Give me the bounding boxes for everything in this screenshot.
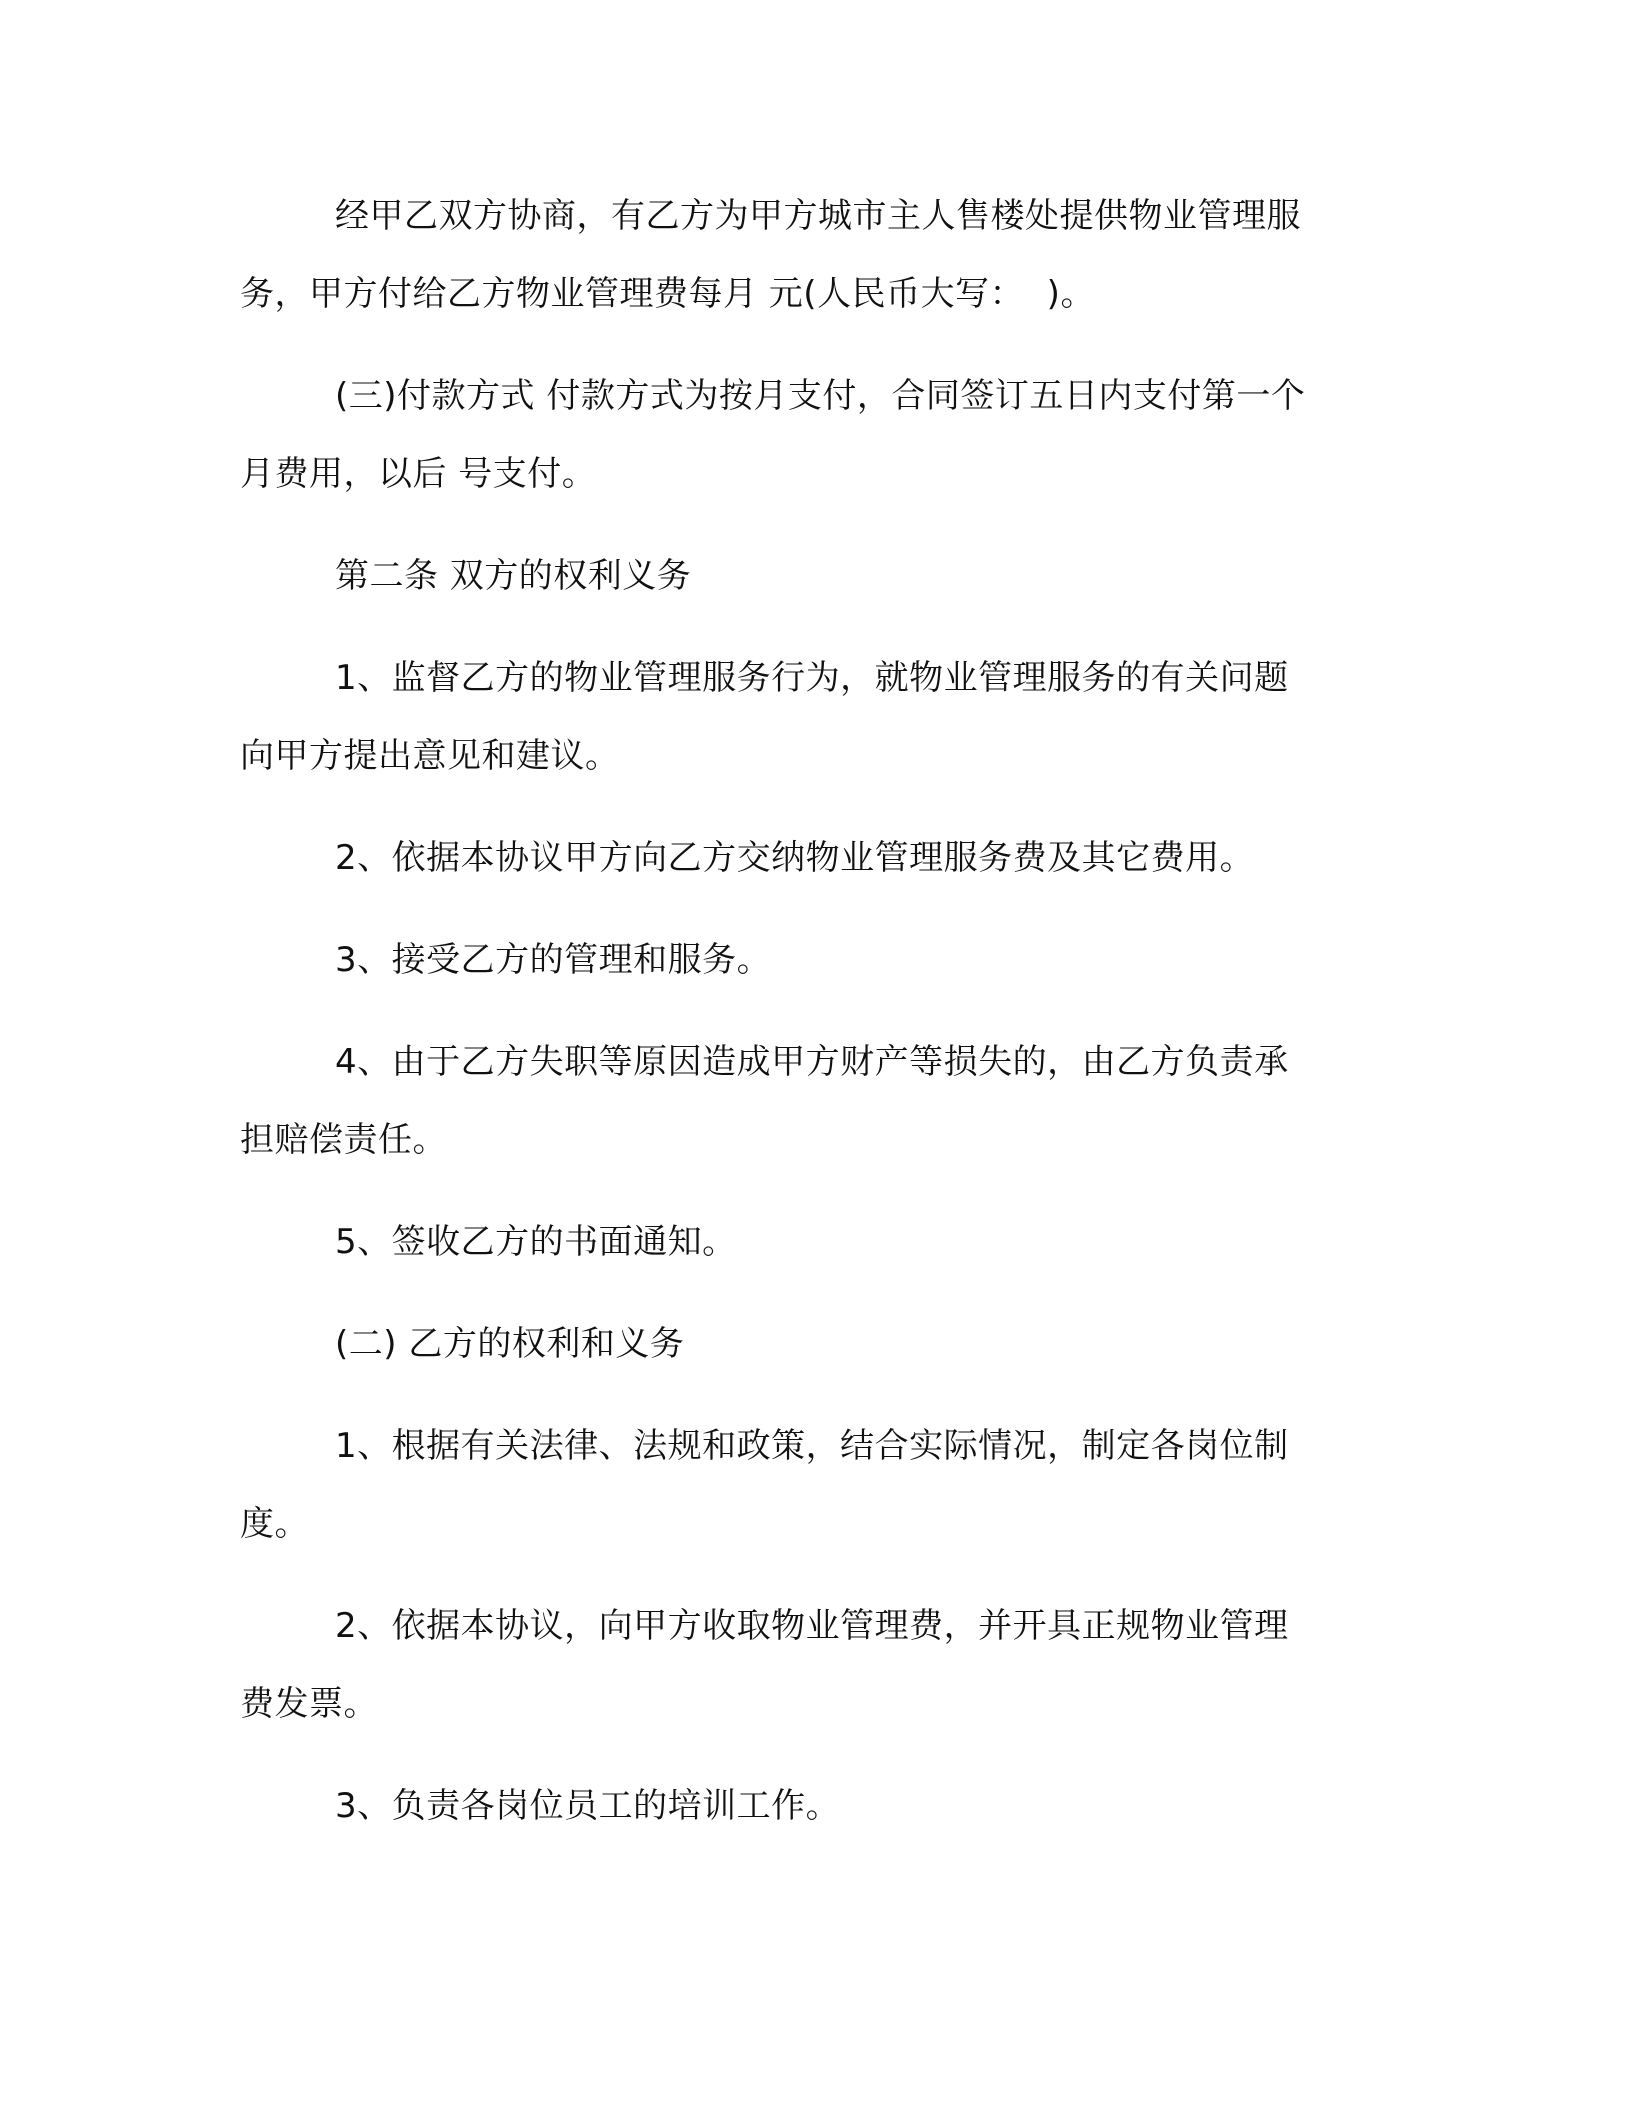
- paragraph-line: (三)付款方式 付款方式为按月支付，合同签订五日内支付第一个: [335, 376, 1306, 416]
- paragraph-item-2: [240, 819, 1380, 897]
- paragraph-line: 3、负责各岗位员工的培训工作。: [335, 1786, 841, 1826]
- paragraph-b-item-3: [240, 1767, 1380, 1845]
- paragraph-line: 向甲方提出意见和建议。: [240, 736, 620, 776]
- paragraph-line: 1、根据有关法律、法规和政策，结合实际情况，制定各岗位制: [335, 1426, 1289, 1466]
- paragraph-line: 2、依据本协议，向甲方收取物业管理费，并开具正规物业管理: [335, 1606, 1289, 1646]
- paragraph-line: 1、监督乙方的物业管理服务行为，就物业管理服务的有关问题: [335, 658, 1289, 698]
- document-page: [240, 0, 1380, 2112]
- paragraph-line: 月费用，以后 号支付。: [240, 454, 597, 494]
- paragraph-line: 5、签收乙方的书面通知。: [335, 1222, 737, 1262]
- paragraph-fee-agreement: [240, 177, 1380, 333]
- section-heading-rights-obligations: [240, 537, 1380, 615]
- paragraph-line: 2、依据本协议甲方向乙方交纳物业管理服务费及其它费用。: [335, 838, 1255, 878]
- paragraph-line: 第二条 双方的权利义务: [335, 556, 692, 596]
- paragraph-line: 担赔偿责任。: [240, 1120, 447, 1160]
- paragraph-item-4: [240, 1023, 1380, 1179]
- paragraph-line: 度。: [240, 1504, 309, 1544]
- paragraph-b-item-2: [240, 1587, 1380, 1743]
- paragraph-item-3: [240, 921, 1380, 999]
- section-heading-party-b: [240, 1305, 1380, 1383]
- paragraph-line: 4、由于乙方失职等原因造成甲方财产等损失的，由乙方负责承: [335, 1042, 1289, 1082]
- paragraph-line: (二) 乙方的权利和义务: [335, 1324, 685, 1364]
- paragraph-item-5: [240, 1203, 1380, 1281]
- paragraph-line: 费发票。: [240, 1684, 378, 1724]
- paragraph-line: 3、接受乙方的管理和服务。: [335, 940, 772, 980]
- paragraph-line: 经甲乙双方协商，有乙方为甲方城市主人售楼处提供物业管理服: [335, 196, 1301, 236]
- paragraph-line: 务，甲方付给乙方物业管理费每月 元(人民币大写： )。: [240, 274, 1095, 314]
- paragraph-item-1: [240, 639, 1380, 795]
- paragraph-payment-method: [240, 357, 1380, 513]
- paragraph-b-item-1: [240, 1407, 1380, 1563]
